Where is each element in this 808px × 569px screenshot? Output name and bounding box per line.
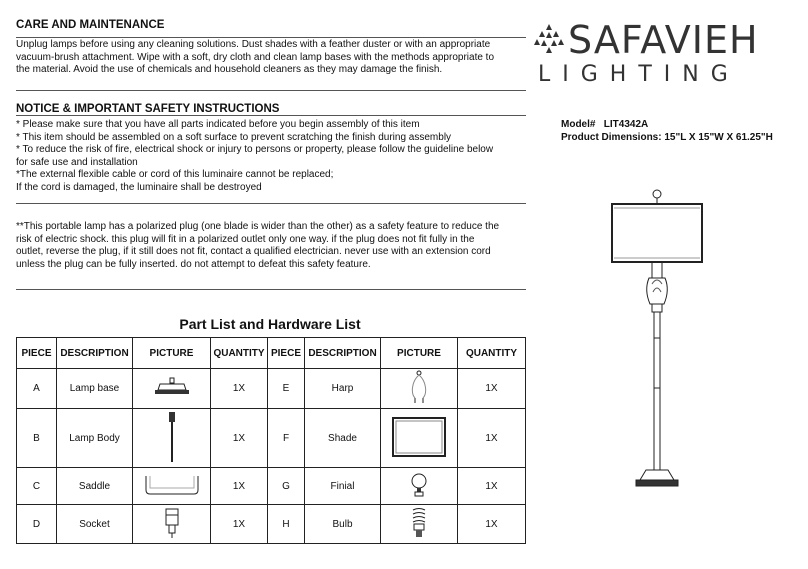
plug-text (16, 221, 526, 271)
model-info (561, 118, 773, 144)
care-line: Unplug lamps before using any cleaning solutions. Dust shades with a feather duster or with an appropriate (16, 39, 491, 50)
piece-cell: H (268, 505, 305, 544)
bulb-picture (381, 505, 458, 544)
lamp-base-icon (152, 376, 192, 398)
description-cell: Socket (57, 505, 133, 544)
description-cell: Harp (305, 369, 381, 409)
care-line: vacuum-brush attachment. Wipe with a soft, dry cloth and clean lamp bases with the methods appropriate to (16, 51, 495, 63)
shade-picture (381, 409, 458, 468)
care-text (16, 39, 526, 77)
header-description: DESCRIPTION (57, 338, 133, 369)
saddle-picture (133, 468, 211, 505)
quantity-cell: 1X (211, 505, 268, 544)
table-row (17, 409, 526, 468)
quantity-cell: 1X (458, 409, 526, 468)
divider (16, 90, 526, 91)
notice-line: *The external flexible cable or cord of this luminaire cannot be replaced; (16, 169, 334, 180)
plug-line: unless the plug can be fully inserted. do not attempt to defeat this safety feature. (16, 258, 371, 270)
finial-picture (381, 468, 458, 505)
plug-line: risk of electric shock. this plug will fit in a polarized outlet only one way. if the plug does not fit fully in the (16, 233, 475, 245)
table-row (17, 468, 526, 505)
quantity-cell: 1X (211, 369, 268, 409)
care-line: the material. Avoid the use of chemicals and household cleaners as they may damage the finish. (16, 64, 443, 75)
piece-cell: G (268, 468, 305, 505)
quantity-cell: 1X (211, 409, 268, 468)
description-cell: Saddle (57, 468, 133, 505)
model-number: Model# LIT4342A (561, 119, 649, 130)
parts-table (16, 337, 526, 544)
notice-title: NOTICE & IMPORTANT SAFETY INSTRUCTIONS (16, 103, 280, 115)
quantity-cell: 1X (211, 468, 268, 505)
header-piece: PIECE (268, 338, 305, 369)
notice-text (16, 119, 526, 194)
divider (16, 289, 526, 290)
header-description: DESCRIPTION (305, 338, 381, 369)
header-piece: PIECE (17, 338, 57, 369)
finial-icon (409, 471, 429, 499)
notice-line: * To reduce the risk of fire, electrical shock or injury to persons or property, please follow the guideline below (16, 144, 494, 155)
saddle-icon (142, 472, 202, 498)
notice-line: If the cord is damaged, the luminaire shall be destroyed (16, 181, 262, 193)
piece-cell: F (268, 409, 305, 468)
plug-section (16, 221, 526, 271)
header-picture: PICTURE (133, 338, 211, 369)
lamp-base-picture (133, 369, 211, 409)
brand-name: SAFAVIEH (568, 18, 759, 62)
table-row (17, 505, 526, 544)
quantity-cell: 1X (458, 369, 526, 409)
header-quantity: QUANTITY (211, 338, 268, 369)
plug-line: **This portable lamp has a polarized plug (one blade is wider than the other) as a safety feature to reduce the (16, 221, 500, 232)
notice-line: * Please make sure that you have all parts indicated before you begin assembly of this item (16, 119, 420, 130)
piece-cell: B (17, 409, 57, 468)
piece-cell: E (268, 369, 305, 409)
notice-line: for safe use and installation (16, 156, 138, 168)
plug-line: outlet, reverse the plug, if it still does not fit, contact a qualified electrician. never use with an extension cord (16, 246, 491, 257)
divider (16, 115, 526, 116)
lamp-body-icon (162, 410, 182, 464)
socket-picture (133, 505, 211, 544)
quantity-cell: 1X (458, 505, 526, 544)
header-picture: PICTURE (381, 338, 458, 369)
piece-cell: C (17, 468, 57, 505)
shade-icon (391, 416, 447, 458)
header-quantity: QUANTITY (458, 338, 526, 369)
care-title: CARE AND MAINTENANCE (16, 19, 165, 31)
harp-icon (409, 370, 429, 404)
description-cell: Lamp Body (57, 409, 133, 468)
table-row (17, 369, 526, 409)
product-dimensions: Product Dimensions: 15"L X 15"W X 61.25"H (561, 132, 773, 143)
description-cell: Bulb (305, 505, 381, 544)
description-cell: Lamp base (57, 369, 133, 409)
floor-lamp-illustration (600, 188, 710, 498)
divider (16, 203, 526, 204)
piece-cell: D (17, 505, 57, 544)
socket-icon (162, 507, 182, 539)
parts-title: Part List and Hardware List (179, 316, 361, 332)
description-cell: Finial (305, 468, 381, 505)
harp-picture (381, 369, 458, 409)
bulb-icon (408, 506, 430, 540)
notice-line: * This item should be assembled on a soft surface to prevent scratching the finish during assembly (16, 131, 452, 143)
care-section (16, 18, 526, 77)
quantity-cell: 1X (458, 468, 526, 505)
divider (16, 37, 526, 38)
chandelier-logo-icon (534, 22, 564, 56)
brand-sub: LIGHTING (538, 62, 740, 87)
piece-cell: A (17, 369, 57, 409)
lamp-body-picture (133, 409, 211, 468)
description-cell: Shade (305, 409, 381, 468)
